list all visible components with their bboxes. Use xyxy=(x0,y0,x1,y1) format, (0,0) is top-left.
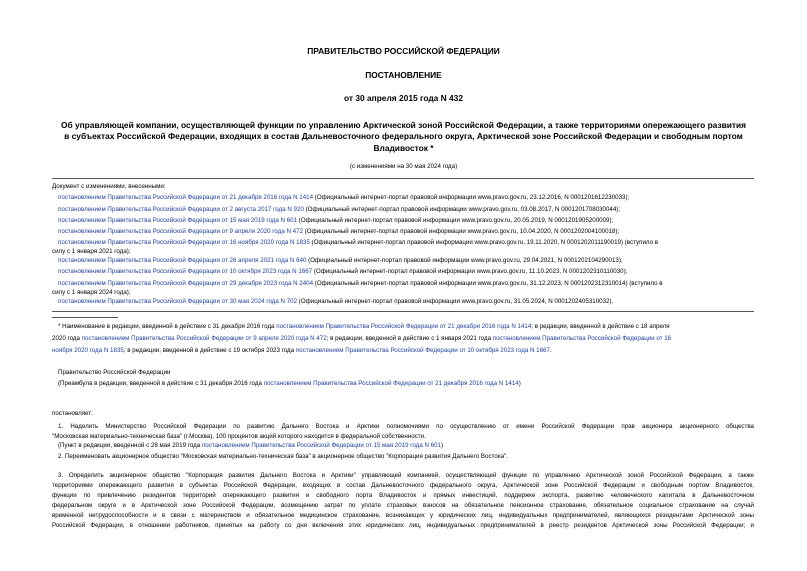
changes-note: (с изменениями на 30 мая 2024 года) xyxy=(349,163,458,170)
footnote-separator xyxy=(52,317,118,318)
amendment-source: (Официальный интернет-портал правовой информации www.pravo.gov.ru, 10.04.2020, N 0001202004100018); xyxy=(303,228,620,235)
divider xyxy=(52,178,754,179)
footnote-link[interactable]: ноября 2020 года N 1835 xyxy=(52,347,124,354)
footnote-link[interactable]: постановлением Правительства Российской Федерации от 21 декабря 2016 года N 1414 xyxy=(276,323,532,330)
amendment-link[interactable]: постановлением Правительства Российской Федерации от 9 апреля 2020 года N 472 xyxy=(58,228,304,235)
paragraph-3-line: Российской Федерации, в отношении работников, принятых на работу со дня включения этих юридических лиц, индивидуальных предпринимателей в реестр резидентов Арктической зоны Российской Федерации; и xyxy=(52,522,754,529)
title-line: Владивосток * xyxy=(373,142,434,153)
paragraph-3-line: федеральном округе и в Арктической зоне Российской Федерации, возмещению затрат по уплате страховых взносов на обязательное пенсионное страхование, обязательное социальное страхование на случай xyxy=(52,502,754,509)
amendment-item xyxy=(58,298,613,306)
amendment-source: (Официальный интернет-портал правовой информации www.pravo.gov.ru, 20.05.2019, N 0001201905200009); xyxy=(297,217,614,224)
footnote-link[interactable]: постановлением Правительства Российской Федерации от 9 апреля 2020 года N 472 xyxy=(81,335,327,342)
amendment-item xyxy=(58,239,658,247)
divider xyxy=(52,311,754,312)
paragraph-1-link[interactable]: постановлением Правительства Российской Федерации от 15 мая 2019 года N 601 xyxy=(201,442,441,449)
amendment-item xyxy=(58,228,619,236)
paragraph-1-line: "Московская материально-техническая база" (г.Москва), 100 процентов акций которого находится в федеральной собственности. xyxy=(52,433,426,440)
amendment-source: (Официальный интернет-портал правовой информации www.pravo.gov.ru, 29.04.2021, N 0001202104290013); xyxy=(306,257,623,264)
footnote-link[interactable]: постановлением Правительства Российской Федерации от 16 xyxy=(492,335,672,342)
paragraph-3-line: функции по привлечению резидентов территорий опережающего развития и свободного порта Владивосток и прямых инвестиций, поддержке экспорта, развитию человеческого капитала в Дальневосточном xyxy=(52,492,754,499)
amendment-link[interactable]: постановлением Правительства Российской Федерации от 16 ноября 2020 года N 1835 xyxy=(58,239,310,246)
document-date-number: от 30 апреля 2015 года N 432 xyxy=(344,93,463,103)
amendment-source: (Официальный интернет-портал правовой информации www.pravo.gov.ru, 03.08.2017, N 0001201708030044); xyxy=(303,206,621,213)
amendment-source: (Официальный интернет-портал правовой информации www.pravo.gov.ru, 31.12.2023, N 0001202312310014) (вступило в xyxy=(313,280,663,287)
amendment-source: (Официальный интернет-портал правовой информации www.pravo.gov.ru, 31.05.2024, N 0001202405310032). xyxy=(297,298,614,305)
amendment-continuation: силу с 1 января 2024 года); xyxy=(52,289,131,296)
footnote-line: * Наименование в редакции, введенной в действие с 31 декабря 2016 года постановлением Правительства Российской Федерации от 21 декабря 2016 года N 1414; в редакции, введенной в действие с 18 апреля xyxy=(58,323,670,330)
paragraph-2: 2. Переименовать акционерное общество "Московская материально-техническая база" в акционерное общество "Корпорация развития Дальнего Востока". xyxy=(58,453,508,460)
title-line: в субъектах Российской Федерации, входящих в состав Дальневосточного федерального округа, Арктической зоне Российской Федерации и свободным портом xyxy=(64,131,743,142)
amendment-item xyxy=(58,268,627,276)
document-title xyxy=(40,120,767,154)
title-line: Об управляющей компании, осуществляющей функции по управлению Арктической зоной Российской Федерации, а также территориями опережающего развития xyxy=(60,120,747,130)
paragraph-3-line: территориями опережающего развития в субъектах Российской Федерации, входящих в состав Дальневосточного федерального округа, Арктической зоне Российской Федерации и свободным портом Владивосток, xyxy=(52,482,754,489)
amendment-item xyxy=(58,217,613,225)
paragraph-1-note: (Пункт в редакции, введенной с 28 мая 2019 года постановлением Правительства Российской Федерации от 15 мая 2019 года N 601) xyxy=(58,442,444,449)
document-type: ПОСТАНОВЛЕНИЕ xyxy=(365,70,442,80)
amendment-link[interactable]: постановлением Правительства Российской Федерации от 10 октября 2023 года N 1667 xyxy=(58,268,313,275)
amendment-continuation: силу с 1 января 2021 года); xyxy=(52,248,131,255)
amendments-intro: Документ с изменениями, внесенными: xyxy=(52,183,166,190)
amendment-item xyxy=(58,206,620,214)
amendment-source: (Официальный интернет-портал правовой информации www.pravo.gov.ru, 11.10.2023, N 0001202310110030); xyxy=(312,268,628,275)
preamble-author: Правительство Российской Федерации xyxy=(58,369,171,376)
amendment-link[interactable]: постановлением Правительства Российской Федерации от 15 мая 2019 года N 601 xyxy=(58,217,298,224)
preamble-link[interactable]: постановлением Правительства Российской Федерации от 21 декабря 2016 года N 1414 xyxy=(263,380,519,387)
paragraph-1-line: 1. Наделить Министерство Российской Федерации по развитию Дальнего Востока и Арктики полномочиями по осуществлению от имени Российской Федерации прав акционера акционерного общества xyxy=(58,423,754,430)
amendment-link[interactable]: постановлением Правительства Российской Федерации от 2 августа 2017 года N 920 xyxy=(58,206,304,213)
preamble-note: (Преамбула в редакции, введенной в действие с 31 декабря 2016 года постановлением Правительства Российской Федерации от 21 декабря 2016 года N 1414) xyxy=(58,380,521,387)
amendment-link[interactable]: постановлением Правительства Российской Федерации от 21 декабря 2016 года N 1414 xyxy=(58,194,314,201)
decree-word: постановляет: xyxy=(52,410,93,417)
footnote-line: 2020 года постановлением Правительства Российской Федерации от 9 апреля 2020 года N 472; в редакции, введенной в действие с 1 января 2021 года постановлением Правительства Российской Федерации от 16 xyxy=(52,335,672,342)
amendment-link[interactable]: постановлением Правительства Российской Федерации от 26 апреля 2021 года N 640 xyxy=(58,257,307,264)
paragraph-3-line: временной нетрудоспособности и в связи с материнством и обязательное медицинское страхование, возникающих у юридических лиц, индивидуальных предпринимателей, являющихся резидентами Арктической зоны xyxy=(52,512,754,519)
amendment-item xyxy=(58,257,623,265)
paragraph-3-line: 3. Определить акционерное общество "Корпорация развития Дальнего Востока и Арктики" управляющей компанией, осуществляющей функции по управлению Арктической зоной Российской Федерации, а также xyxy=(58,472,754,479)
amendment-link[interactable]: постановлением Правительства Российской Федерации от 30 мая 2024 года N 702 xyxy=(58,298,298,305)
amendment-item xyxy=(58,280,663,288)
government-heading: ПРАВИТЕЛЬСТВО РОССИЙСКОЙ ФЕДЕРАЦИИ xyxy=(307,46,500,56)
amendment-link[interactable]: постановлением Правительства Российской Федерации от 29 декабря 2023 года N 2404 xyxy=(58,280,314,287)
amendment-source: (Официальный интернет-портал правовой информации www.pravo.gov.ru, 23.12.2016, N 0001201612230033); xyxy=(313,194,630,201)
footnote-line: ноября 2020 года N 1835; в редакции, введенной в действие с 19 октября 2023 года постановлением Правительства Российской Федерации от 10 октября 2023 года N 1667. xyxy=(52,347,552,354)
amendment-item xyxy=(58,194,629,202)
footnote-link[interactable]: постановлением Правительства Российской Федерации от 10 октября 2023 года N 1667 xyxy=(295,347,550,354)
amendment-source: (Официальный интернет-портал правовой информации www.pravo.gov.ru, 19.11.2020, N 0001202011190019) (вступило в xyxy=(309,239,659,246)
